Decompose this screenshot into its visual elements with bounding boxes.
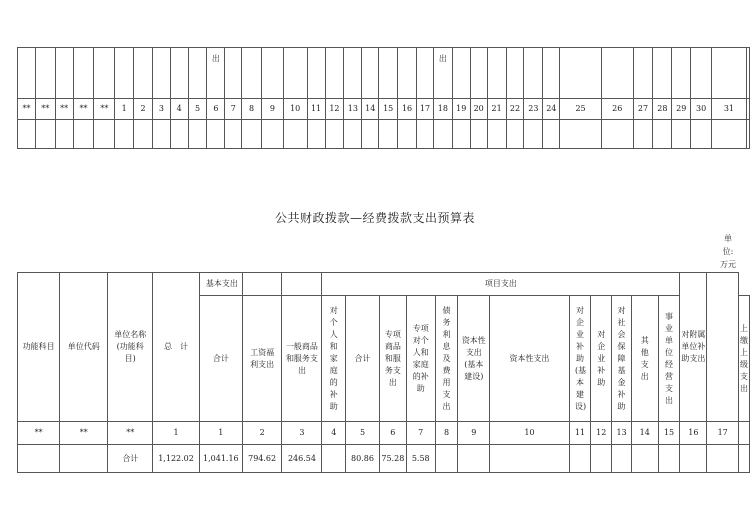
top-blank-cell: [672, 120, 691, 149]
top-blank-cell: [543, 120, 560, 149]
top-head-cell: [261, 48, 283, 99]
column-number-cell: 10: [490, 422, 569, 445]
top-head-mark: 出: [433, 48, 452, 99]
table-cell: [707, 445, 739, 473]
top-head-cell: [543, 48, 560, 99]
unit-label-line: 万元: [720, 260, 736, 269]
top-blank-cell: [188, 120, 207, 149]
top-blank-cell: [470, 120, 487, 149]
header-unit-name-text: 单位名称(功能科目): [114, 330, 147, 363]
unit-label: [714, 232, 742, 271]
table-cell: [591, 445, 612, 473]
top-number-cell: **: [18, 99, 36, 120]
top-head-cell: [55, 48, 73, 99]
top-blank-cell: [452, 120, 470, 149]
top-number-cell: 25: [560, 99, 602, 120]
column-number-cell: 3: [282, 422, 322, 445]
table-cell: [490, 445, 569, 473]
top-blank-cell: [307, 120, 325, 149]
top-blank-cell: [225, 120, 242, 149]
header-project: 项目支出: [322, 273, 680, 296]
header-capital-basic: [458, 296, 490, 422]
header-individual: [322, 296, 346, 422]
top-blank-cell: [653, 120, 672, 149]
budget-table: [17, 272, 750, 473]
header-subordinate-text: 对附属单位补助支出: [681, 330, 706, 363]
table-cell: 1,122.02: [153, 445, 200, 473]
top-table: [17, 47, 750, 149]
table-cell: [60, 445, 108, 473]
top-number-cell: 8: [242, 99, 262, 120]
header-capital-basic-text: 资本性支出(基本建设): [461, 335, 486, 381]
filler-cell: [739, 422, 750, 445]
header-other: [631, 296, 658, 422]
top-blank-cell: [487, 120, 506, 149]
top-head-cell: [35, 48, 55, 99]
top-head-cell: [188, 48, 207, 99]
column-number-cell: 16: [680, 422, 707, 445]
unit-label-line: 单: [724, 234, 732, 243]
top-number-row: [18, 99, 750, 120]
top-blank-cell: [379, 120, 398, 149]
top-number-cell: [746, 99, 749, 120]
table-cell: 合计: [108, 445, 153, 473]
table-cell: [435, 445, 458, 473]
top-blank-cell: [560, 120, 602, 149]
table-cell: 5.58: [406, 445, 435, 473]
top-head-cell: [134, 48, 153, 99]
top-blank-cell: [691, 120, 712, 149]
column-number-cell: 4: [322, 422, 346, 445]
top-blank-cell: [601, 120, 633, 149]
header-enterprise-basic: [569, 296, 591, 422]
top-blank-cell: [55, 120, 73, 149]
header-func-subject: 功能科目: [18, 273, 60, 422]
top-number-cell: **: [94, 99, 115, 120]
header-total: 总 计: [153, 273, 200, 422]
top-number-cell: 24: [543, 99, 560, 120]
top-head-cell: [115, 48, 134, 99]
column-number-cell: 1: [199, 422, 242, 445]
top-head-cell: [18, 48, 36, 99]
top-head-cell: [633, 48, 653, 99]
table-cell: [658, 445, 680, 473]
top-blank-cell: [344, 120, 362, 149]
top-blank-cell: [433, 120, 452, 149]
top-number-cell: 19: [452, 99, 470, 120]
top-number-cell: 28: [653, 99, 672, 120]
top-blank-cell: [506, 120, 524, 149]
top-blank-cell: [398, 120, 417, 149]
top-number-cell: 23: [524, 99, 543, 120]
header-basic-total: 合计: [199, 296, 242, 422]
top-head-cell: [307, 48, 325, 99]
table-cell: [18, 445, 60, 473]
top-head-cell: [524, 48, 543, 99]
table-cell: [458, 445, 490, 473]
top-number-cell: 26: [601, 99, 633, 120]
table-cell: [612, 445, 632, 473]
header-goods: [282, 296, 322, 422]
top-head-cell: [712, 48, 747, 99]
header-goods-text: 一般商品和服务支出: [285, 341, 318, 375]
table-row: [18, 445, 750, 473]
top-number-cell: 15: [379, 99, 398, 120]
top-number-cell: 21: [487, 99, 506, 120]
header-superior: [739, 296, 750, 422]
top-blank-row: [18, 120, 750, 149]
top-blank-cell: [325, 120, 344, 149]
top-number-cell: 5: [188, 99, 207, 120]
top-head-cell: [170, 48, 188, 99]
top-number-cell: 2: [134, 99, 153, 120]
top-number-cell: 31: [712, 99, 747, 120]
header-debt: [435, 296, 458, 422]
top-head-cell: [362, 48, 379, 99]
table-cell: [680, 445, 707, 473]
top-blank-cell: [207, 120, 225, 149]
header-individual-text: 对个人和家庭的补助: [329, 305, 338, 411]
column-number-cell: 6: [379, 422, 406, 445]
top-head-cell: [283, 48, 307, 99]
top-number-cell: 17: [417, 99, 434, 120]
table-cell: 246.54: [282, 445, 322, 473]
top-head-cell: [152, 48, 170, 99]
column-number-cell: 15: [658, 422, 680, 445]
header-capital: 资本性支出: [490, 296, 569, 422]
top-blank-cell: [73, 120, 94, 149]
header-enterprise-basic-text: 对企业补助(基本建设): [575, 305, 587, 411]
top-blank-cell: [170, 120, 188, 149]
header-business-unit-text: 事业单位经营支出: [664, 311, 673, 405]
top-head-cell: [94, 48, 115, 99]
header-business-unit: [658, 296, 680, 422]
column-number-cell: 14: [631, 422, 658, 445]
table-cell: [322, 445, 346, 473]
top-head-mark: 出: [207, 48, 225, 99]
column-number-cell: 2: [242, 422, 282, 445]
unit-label-line: 位:: [722, 247, 734, 256]
header-special-individual: [406, 296, 435, 422]
header-special-goods-text: 专项商品和服务支出: [384, 329, 401, 387]
top-head-cell: [379, 48, 398, 99]
top-number-cell: 16: [398, 99, 417, 120]
column-number-cell: **: [18, 422, 60, 445]
top-blank-cell: [35, 120, 55, 149]
top-number-cell: 12: [325, 99, 344, 120]
header-blank: [242, 273, 282, 296]
top-blank-cell: [18, 120, 36, 149]
header-proj-total: 合计: [346, 296, 380, 422]
column-number-cell: 9: [458, 422, 490, 445]
top-number-cell: 14: [362, 99, 379, 120]
top-blank-cell: [283, 120, 307, 149]
table-cell: 1,041.16: [199, 445, 242, 473]
top-head-cell: [746, 48, 749, 99]
top-head-cell: [691, 48, 712, 99]
top-blank-cell: [242, 120, 262, 149]
header-subordinate: [680, 273, 707, 422]
top-head-cell: [672, 48, 691, 99]
header-enterprise-text: 对企业补助: [597, 329, 606, 387]
top-blank-cell: [746, 120, 749, 149]
table-cell: [569, 445, 591, 473]
header-enterprise: [591, 296, 612, 422]
header-unit-code: 单位代码: [60, 273, 108, 422]
column-number-cell: 13: [612, 422, 632, 445]
column-number-cell: **: [108, 422, 153, 445]
header-row-1: [18, 273, 750, 296]
top-number-cell: 4: [170, 99, 188, 120]
table-cell: 794.62: [242, 445, 282, 473]
header-other-text: 其他支出: [640, 335, 649, 381]
table-cell: 75.28: [379, 445, 406, 473]
column-number-cell: 5: [346, 422, 380, 445]
header-basic: 基本支出: [199, 273, 242, 296]
top-blank-cell: [712, 120, 747, 149]
table-cell: 80.86: [346, 445, 380, 473]
top-number-cell: 20: [470, 99, 487, 120]
table-cell: [631, 445, 658, 473]
top-blank-cell: [134, 120, 153, 149]
top-head-cell: [242, 48, 262, 99]
top-blank-cell: [524, 120, 543, 149]
top-number-cell: 18: [433, 99, 452, 120]
top-head-cell: [506, 48, 524, 99]
top-head-cell: [398, 48, 417, 99]
column-number-cell: 12: [591, 422, 612, 445]
top-number-cell: 10: [283, 99, 307, 120]
top-head-cell: [325, 48, 344, 99]
header-wages: [242, 296, 282, 422]
top-number-cell: 1: [115, 99, 134, 120]
column-number-row: [18, 422, 750, 445]
column-number-cell: 8: [435, 422, 458, 445]
top-blank-cell: [261, 120, 283, 149]
top-number-cell: **: [55, 99, 73, 120]
header-superior-text: 上缴上级支出: [740, 323, 748, 393]
header-blank: [282, 273, 322, 296]
header-unit-name: [108, 273, 153, 422]
header-social-security-text: 对社会保障基金补助: [617, 305, 626, 411]
header-wages-text: 工资福利支出: [250, 347, 275, 369]
top-head-cell: [344, 48, 362, 99]
top-number-cell: 30: [691, 99, 712, 120]
header-filler: [707, 273, 739, 422]
top-number-cell: 7: [225, 99, 242, 120]
top-head-cell: [487, 48, 506, 99]
top-head-cell: [73, 48, 94, 99]
top-number-cell: 27: [633, 99, 653, 120]
column-number-cell: 7: [406, 422, 435, 445]
column-number-cell: 11: [569, 422, 591, 445]
top-blank-cell: [417, 120, 434, 149]
top-blank-cell: [94, 120, 115, 149]
top-number-cell: 6: [207, 99, 225, 120]
top-head-cell: [653, 48, 672, 99]
top-head-cell: [452, 48, 470, 99]
column-number-cell: 17: [707, 422, 739, 445]
top-blank-cell: [152, 120, 170, 149]
top-blank-cell: [362, 120, 379, 149]
header-special-individual-text: 专项对个人和家庭的补助: [412, 323, 429, 393]
top-number-cell: 13: [344, 99, 362, 120]
top-number-cell: 22: [506, 99, 524, 120]
top-number-cell: 3: [152, 99, 170, 120]
top-head-cell: [560, 48, 602, 99]
header-social-security: [612, 296, 632, 422]
top-number-cell: 11: [307, 99, 325, 120]
top-number-cell: **: [73, 99, 94, 120]
top-head-cell: [225, 48, 242, 99]
top-blank-cell: [115, 120, 134, 149]
top-head-cell: [470, 48, 487, 99]
top-header-row: [18, 48, 750, 99]
page-title: 公共财政拨款—经费拨款支出预算表: [274, 211, 475, 225]
filler-cell: [739, 445, 750, 473]
header-debt-text: 债务利息及费用支出: [442, 305, 451, 411]
column-number-cell: **: [60, 422, 108, 445]
top-number-cell: 9: [261, 99, 283, 120]
top-head-cell: [417, 48, 434, 99]
column-number-cell: 1: [153, 422, 200, 445]
header-special-goods: [379, 296, 406, 422]
top-number-cell: 29: [672, 99, 691, 120]
top-blank-cell: [633, 120, 653, 149]
top-number-cell: **: [35, 99, 55, 120]
top-head-cell: [601, 48, 633, 99]
